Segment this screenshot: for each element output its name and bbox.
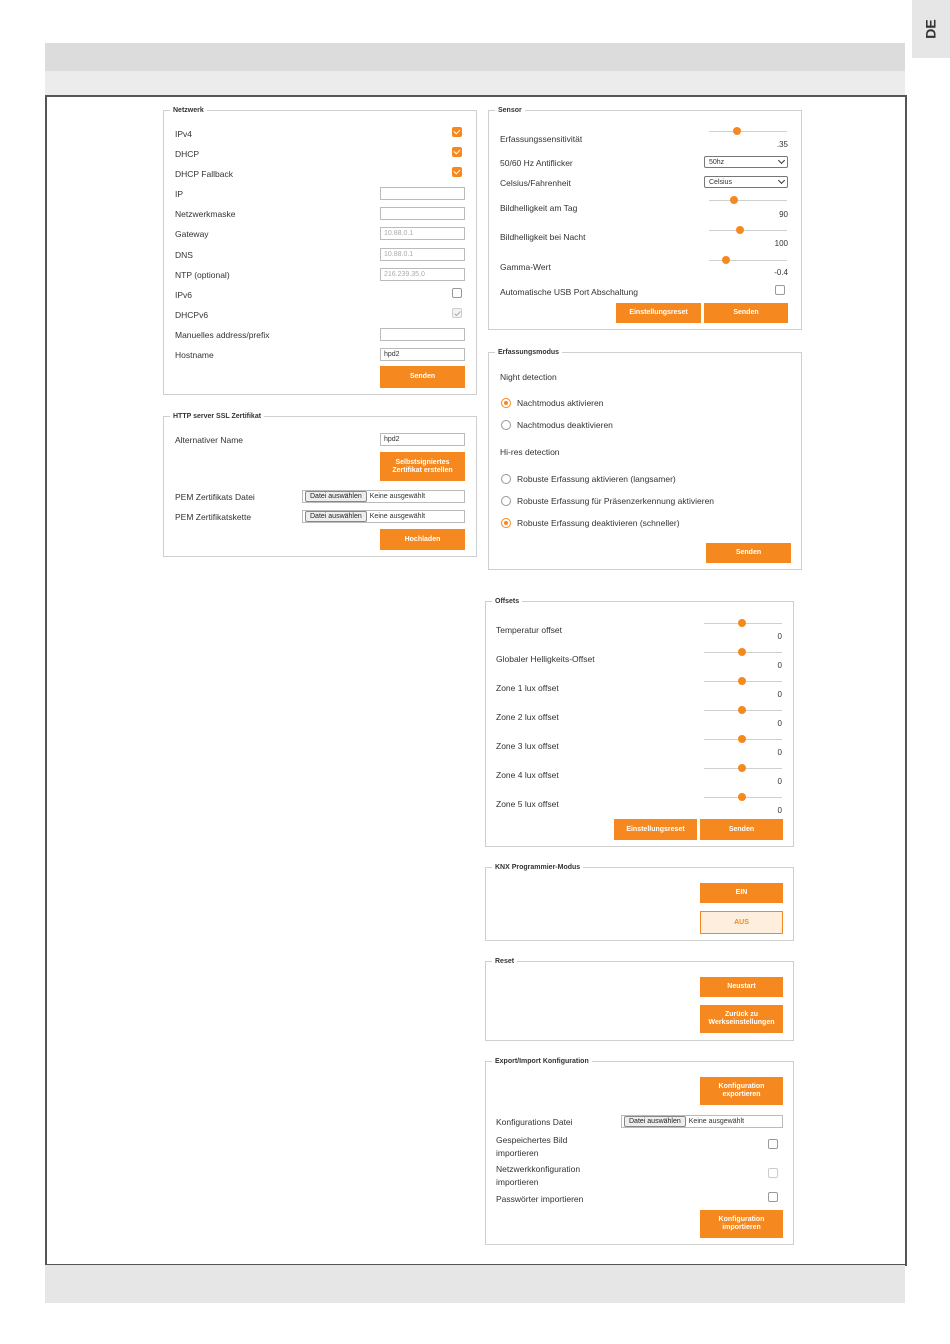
offset-value: 0 bbox=[777, 690, 782, 699]
sensor-reset-button[interactable]: Einstellungsreset bbox=[616, 303, 701, 323]
offsets-legend: Offsets bbox=[495, 598, 520, 605]
dhcp-fallback-label: DHCP Fallback bbox=[175, 169, 233, 179]
night-brightness-slider-track[interactable] bbox=[709, 230, 787, 231]
offset-label: Zone 5 lux offset bbox=[496, 799, 559, 809]
unit-selected: Celsius bbox=[709, 179, 732, 186]
ip-label: IP bbox=[175, 189, 184, 199]
footer-bar bbox=[45, 1265, 905, 1303]
offset-label: Zone 3 lux offset bbox=[496, 741, 559, 751]
config-export-button[interactable]: Konfiguration exportieren bbox=[700, 1077, 783, 1105]
knx-legend: KNX Programmier-Modus bbox=[495, 864, 581, 871]
dhcp-fallback-checkbox[interactable] bbox=[452, 167, 462, 177]
import-passwords-label: Passwörter importieren bbox=[496, 1194, 584, 1204]
ssl-legend: HTTP server SSL Zertifikat bbox=[173, 413, 262, 420]
import-passwords-checkbox[interactable] bbox=[768, 1192, 778, 1202]
dhcp-checkbox[interactable] bbox=[452, 147, 462, 157]
chevron-down-icon bbox=[778, 157, 785, 164]
night-off-radio[interactable] bbox=[501, 420, 511, 430]
alt-name-label: Alternativer Name bbox=[175, 435, 244, 445]
gamma-slider-handle[interactable] bbox=[722, 256, 730, 264]
dns-input[interactable]: 10.88.0.1 bbox=[380, 248, 465, 261]
night-brightness-slider-handle[interactable] bbox=[736, 226, 744, 234]
day-brightness-slider-handle[interactable] bbox=[730, 196, 738, 204]
gamma-value: -0.4 bbox=[774, 268, 788, 277]
language-label: DE bbox=[922, 19, 939, 39]
sensitivity-slider-track[interactable] bbox=[709, 131, 787, 132]
upload-button[interactable]: Hochladen bbox=[380, 529, 465, 550]
antiflicker-select[interactable] bbox=[704, 156, 788, 168]
config-file-choose-button[interactable]: Datei auswählen bbox=[624, 1116, 686, 1127]
sensor-legend: Sensor bbox=[498, 107, 522, 114]
offsets-send-button[interactable]: Senden bbox=[700, 819, 783, 840]
night-brightness-value: 100 bbox=[774, 239, 788, 248]
pem-file-status: Keine ausgewählt bbox=[369, 493, 426, 500]
offset-slider-handle[interactable] bbox=[738, 793, 746, 801]
offset-slider-handle[interactable] bbox=[738, 619, 746, 627]
robust-on-label: Robuste Erfassung aktivieren (langsamer) bbox=[517, 474, 676, 484]
offset-label: Zone 2 lux offset bbox=[496, 712, 559, 722]
gamma-slider-track[interactable] bbox=[709, 260, 787, 261]
import-network-checkbox[interactable] bbox=[768, 1168, 778, 1178]
import-image-checkbox[interactable] bbox=[768, 1139, 778, 1149]
sensitivity-slider-handle[interactable] bbox=[733, 127, 741, 135]
offset-slider-handle[interactable] bbox=[738, 706, 746, 714]
unit-select[interactable] bbox=[704, 176, 788, 188]
sensitivity-label: Erfassungssensitivität bbox=[500, 134, 583, 144]
offsets-reset-button[interactable]: Einstellungsreset bbox=[614, 819, 697, 840]
night-on-radio[interactable] bbox=[501, 398, 511, 408]
dhcp-label: DHCP bbox=[175, 149, 200, 159]
offset-slider-handle[interactable] bbox=[738, 677, 746, 685]
network-legend: Netzwerk bbox=[173, 107, 204, 114]
day-brightness-label: Bildhelligkeit am Tag bbox=[500, 203, 578, 213]
offset-label: Temperatur offset bbox=[496, 625, 562, 635]
offset-label: Zone 1 lux offset bbox=[496, 683, 559, 693]
usb-off-label: Automatische USB Port Abschaltung bbox=[500, 287, 638, 297]
ipv6-label: IPv6 bbox=[175, 290, 193, 300]
gateway-label: Gateway bbox=[175, 229, 209, 239]
offset-label: Zone 4 lux offset bbox=[496, 770, 559, 780]
gateway-input[interactable]: 10.88.0.1 bbox=[380, 227, 465, 240]
chevron-down-icon bbox=[778, 177, 785, 184]
reset-legend: Reset bbox=[495, 958, 515, 965]
pem-file-label: PEM Zertifikats Datei bbox=[175, 492, 255, 502]
robust-presence-label: Robuste Erfassung für Präsenzerkennung aktivieren bbox=[517, 496, 715, 506]
hires-detection-heading: Hi-res detection bbox=[500, 447, 560, 457]
dhcpv6-label: DHCPv6 bbox=[175, 310, 209, 320]
ipv4-label: IPv4 bbox=[175, 129, 193, 139]
netmask-label: Netzwerkmaske bbox=[175, 209, 236, 219]
import-image-label: Gespeichertes Bild importieren bbox=[496, 1135, 568, 1158]
self-signed-button[interactable]: Selbstsigniertes Zertifikat erstellen bbox=[380, 452, 465, 481]
language-tab bbox=[912, 0, 950, 58]
manual-prefix-input[interactable] bbox=[380, 328, 465, 341]
pem-chain-status: Keine ausgewählt bbox=[369, 513, 426, 520]
offset-value: 0 bbox=[777, 719, 782, 728]
offset-value: 0 bbox=[777, 777, 782, 786]
offset-label: Globaler Helligkeits-Offset bbox=[496, 654, 595, 664]
factory-reset-button[interactable]: Zurück zu Werkseinstellungen bbox=[700, 1005, 783, 1033]
night-off-label: Nachtmodus deaktivieren bbox=[517, 420, 613, 430]
knx-off-button[interactable]: AUS bbox=[700, 911, 783, 934]
header-bar bbox=[45, 43, 905, 71]
ipv6-checkbox[interactable] bbox=[452, 288, 462, 298]
ntp-label: NTP (optional) bbox=[175, 270, 230, 280]
sensitivity-value: .35 bbox=[776, 140, 788, 149]
offset-value: 0 bbox=[777, 632, 782, 641]
ipv4-checkbox[interactable] bbox=[452, 127, 462, 137]
gamma-label: Gamma-Wert bbox=[500, 262, 551, 272]
config-import-button[interactable]: Konfiguration importieren bbox=[700, 1210, 783, 1238]
netmask-input[interactable] bbox=[380, 207, 465, 220]
offset-slider-handle[interactable] bbox=[738, 764, 746, 772]
import-network-label: Netzwerkkonfiguration importieren bbox=[496, 1164, 581, 1187]
config-legend: Export/Import Konfiguration bbox=[495, 1058, 589, 1065]
detection-send-button[interactable]: Senden bbox=[706, 543, 791, 563]
offset-slider-handle[interactable] bbox=[738, 648, 746, 656]
knx-on-button[interactable]: EIN bbox=[700, 883, 783, 903]
header-subbar bbox=[45, 71, 905, 95]
pem-file-choose-button[interactable]: Datei auswählen bbox=[305, 491, 367, 502]
day-brightness-value: 90 bbox=[779, 210, 788, 219]
offset-value: 0 bbox=[777, 806, 782, 815]
hostname-input[interactable]: hpd2 bbox=[380, 348, 465, 361]
network-send-button[interactable]: Senden bbox=[380, 366, 465, 388]
unit-label: Celsius/Fahrenheit bbox=[500, 178, 571, 188]
usb-off-checkbox[interactable] bbox=[775, 285, 785, 295]
robust-on-radio[interactable] bbox=[501, 474, 511, 484]
manual-prefix-label: Manuelles address/prefix bbox=[175, 330, 270, 340]
sensor-send-button[interactable]: Senden bbox=[704, 303, 788, 323]
alt-name-input[interactable]: hpd2 bbox=[380, 433, 465, 446]
offset-value: 0 bbox=[777, 748, 782, 757]
config-file-label: Konfigurations Datei bbox=[496, 1117, 573, 1127]
antiflicker-selected: 50hz bbox=[709, 159, 725, 166]
day-brightness-slider-track[interactable] bbox=[709, 200, 787, 201]
ntp-input[interactable]: 216.239.35.0 bbox=[380, 268, 465, 281]
robust-off-radio[interactable] bbox=[501, 518, 511, 528]
config-file-status: Keine ausgewählt bbox=[688, 1118, 745, 1125]
antiflicker-label: 50/60 Hz Antiflicker bbox=[500, 158, 573, 168]
detection-legend: Erfassungsmodus bbox=[498, 349, 560, 356]
robust-presence-radio[interactable] bbox=[501, 496, 511, 506]
offset-value: 0 bbox=[777, 661, 782, 670]
ip-input[interactable] bbox=[380, 187, 465, 200]
restart-button[interactable]: Neustart bbox=[700, 977, 783, 997]
pem-chain-label: PEM Zertifikatskette bbox=[175, 512, 252, 522]
dhcpv6-checkbox[interactable] bbox=[452, 308, 462, 318]
detection-panel bbox=[488, 349, 802, 570]
pem-chain-input[interactable] bbox=[302, 510, 465, 523]
pem-file-input[interactable] bbox=[302, 490, 465, 503]
night-on-label: Nachtmodus aktivieren bbox=[517, 398, 604, 408]
hostname-label: Hostname bbox=[175, 350, 214, 360]
night-detection-heading: Night detection bbox=[500, 372, 557, 382]
night-brightness-label: Bildhelligkeit bei Nacht bbox=[500, 232, 586, 242]
dns-label: DNS bbox=[175, 250, 193, 260]
pem-chain-choose-button[interactable]: Datei auswählen bbox=[305, 511, 367, 522]
offset-slider-handle[interactable] bbox=[738, 735, 746, 743]
robust-off-label: Robuste Erfassung deaktivieren (schneller) bbox=[517, 518, 680, 528]
config-file-input[interactable] bbox=[621, 1115, 783, 1128]
